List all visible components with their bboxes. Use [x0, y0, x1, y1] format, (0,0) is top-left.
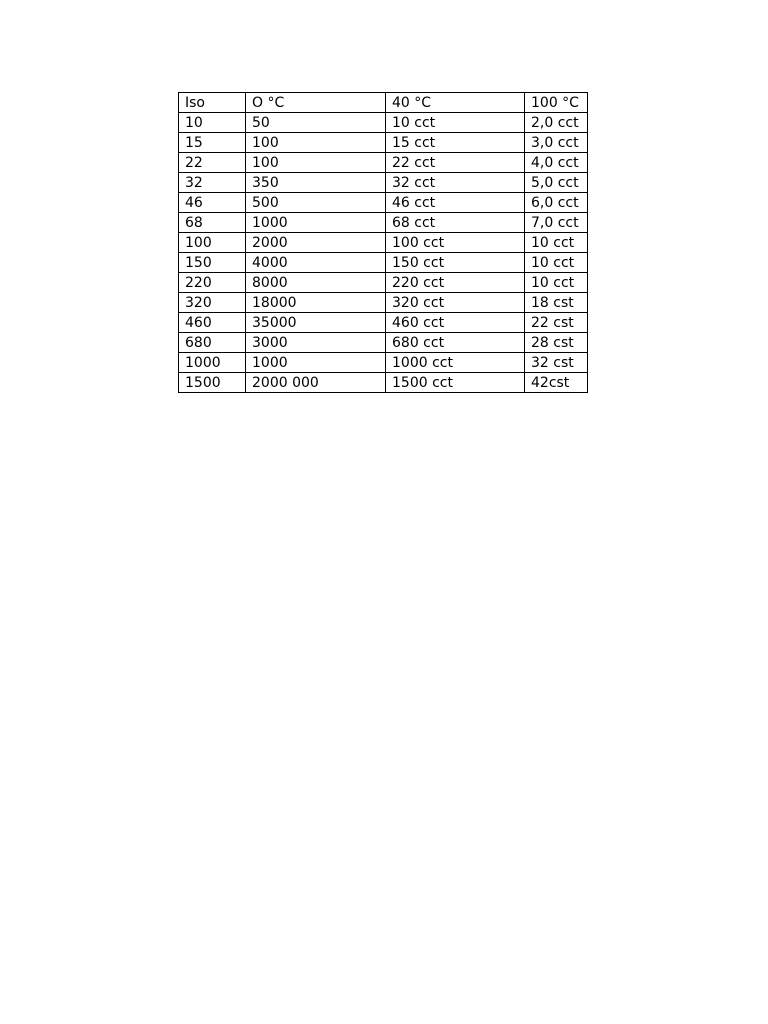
hundred-degree-cell: 28 cst: [525, 333, 588, 353]
iso-cell: 460: [179, 313, 246, 333]
forty-degree-cell: 220 cct: [386, 273, 525, 293]
table-row: [179, 113, 588, 133]
table-row: [179, 193, 588, 213]
zero-degree-cell: 500: [246, 193, 386, 213]
iso-cell: 15: [179, 133, 246, 153]
zero-degree-cell: 2000: [246, 233, 386, 253]
zero-degree-cell: 350: [246, 173, 386, 193]
hundred-degree-cell: 10 cct: [525, 273, 588, 293]
table-row: [179, 253, 588, 273]
zero-degree-cell: 1000: [246, 353, 386, 373]
forty-degree-cell: 320 cct: [386, 293, 525, 313]
zero-degree-cell: 35000: [246, 313, 386, 333]
table-row: [179, 353, 588, 373]
viscosity-table: [178, 92, 588, 393]
zero-degree-cell: 1000: [246, 213, 386, 233]
zero-degree-cell: 2000 000: [246, 373, 386, 393]
header-hundred-degree-cell: 100 °C: [525, 93, 588, 113]
iso-cell: 1000: [179, 353, 246, 373]
header-zero-degree-cell: O °C: [246, 93, 386, 113]
zero-degree-cell: 3000: [246, 333, 386, 353]
iso-cell: 22: [179, 153, 246, 173]
header-forty-degree-cell: 40 °C: [386, 93, 525, 113]
hundred-degree-cell: 6,0 cct: [525, 193, 588, 213]
table-header-row: [179, 93, 588, 113]
zero-degree-cell: 18000: [246, 293, 386, 313]
forty-degree-cell: 15 cct: [386, 133, 525, 153]
hundred-degree-cell: 18 cst: [525, 293, 588, 313]
iso-cell: 100: [179, 233, 246, 253]
forty-degree-cell: 10 cct: [386, 113, 525, 133]
header-iso-cell: Iso: [179, 93, 246, 113]
hundred-degree-cell: 10 cct: [525, 253, 588, 273]
hundred-degree-cell: 3,0 cct: [525, 133, 588, 153]
hundred-degree-cell: 10 cct: [525, 233, 588, 253]
zero-degree-cell: 100: [246, 153, 386, 173]
zero-degree-cell: 4000: [246, 253, 386, 273]
hundred-degree-cell: 5,0 cct: [525, 173, 588, 193]
iso-cell: 1500: [179, 373, 246, 393]
forty-degree-cell: 680 cct: [386, 333, 525, 353]
iso-cell: 46: [179, 193, 246, 213]
table-row: [179, 133, 588, 153]
forty-degree-cell: 1500 cct: [386, 373, 525, 393]
table-row: [179, 213, 588, 233]
iso-cell: 680: [179, 333, 246, 353]
forty-degree-cell: 150 cct: [386, 253, 525, 273]
table-row: [179, 293, 588, 313]
iso-cell: 320: [179, 293, 246, 313]
table-row: [179, 173, 588, 193]
zero-degree-cell: 8000: [246, 273, 386, 293]
iso-cell: 150: [179, 253, 246, 273]
table-row: [179, 233, 588, 253]
forty-degree-cell: 46 cct: [386, 193, 525, 213]
forty-degree-cell: 32 cct: [386, 173, 525, 193]
hundred-degree-cell: 2,0 cct: [525, 113, 588, 133]
table-row: [179, 373, 588, 393]
forty-degree-cell: 100 cct: [386, 233, 525, 253]
hundred-degree-cell: 7,0 cct: [525, 213, 588, 233]
zero-degree-cell: 50: [246, 113, 386, 133]
table-row: [179, 273, 588, 293]
iso-cell: 32: [179, 173, 246, 193]
table-row: [179, 333, 588, 353]
table-row: [179, 153, 588, 173]
forty-degree-cell: 22 cct: [386, 153, 525, 173]
zero-degree-cell: 100: [246, 133, 386, 153]
forty-degree-cell: 1000 cct: [386, 353, 525, 373]
hundred-degree-cell: 22 cst: [525, 313, 588, 333]
hundred-degree-cell: 4,0 cct: [525, 153, 588, 173]
iso-cell: 220: [179, 273, 246, 293]
iso-cell: 68: [179, 213, 246, 233]
forty-degree-cell: 460 cct: [386, 313, 525, 333]
hundred-degree-cell: 32 cst: [525, 353, 588, 373]
hundred-degree-cell: 42cst: [525, 373, 588, 393]
table-row: [179, 313, 588, 333]
forty-degree-cell: 68 cct: [386, 213, 525, 233]
iso-cell: 10: [179, 113, 246, 133]
table-body: [179, 93, 588, 393]
